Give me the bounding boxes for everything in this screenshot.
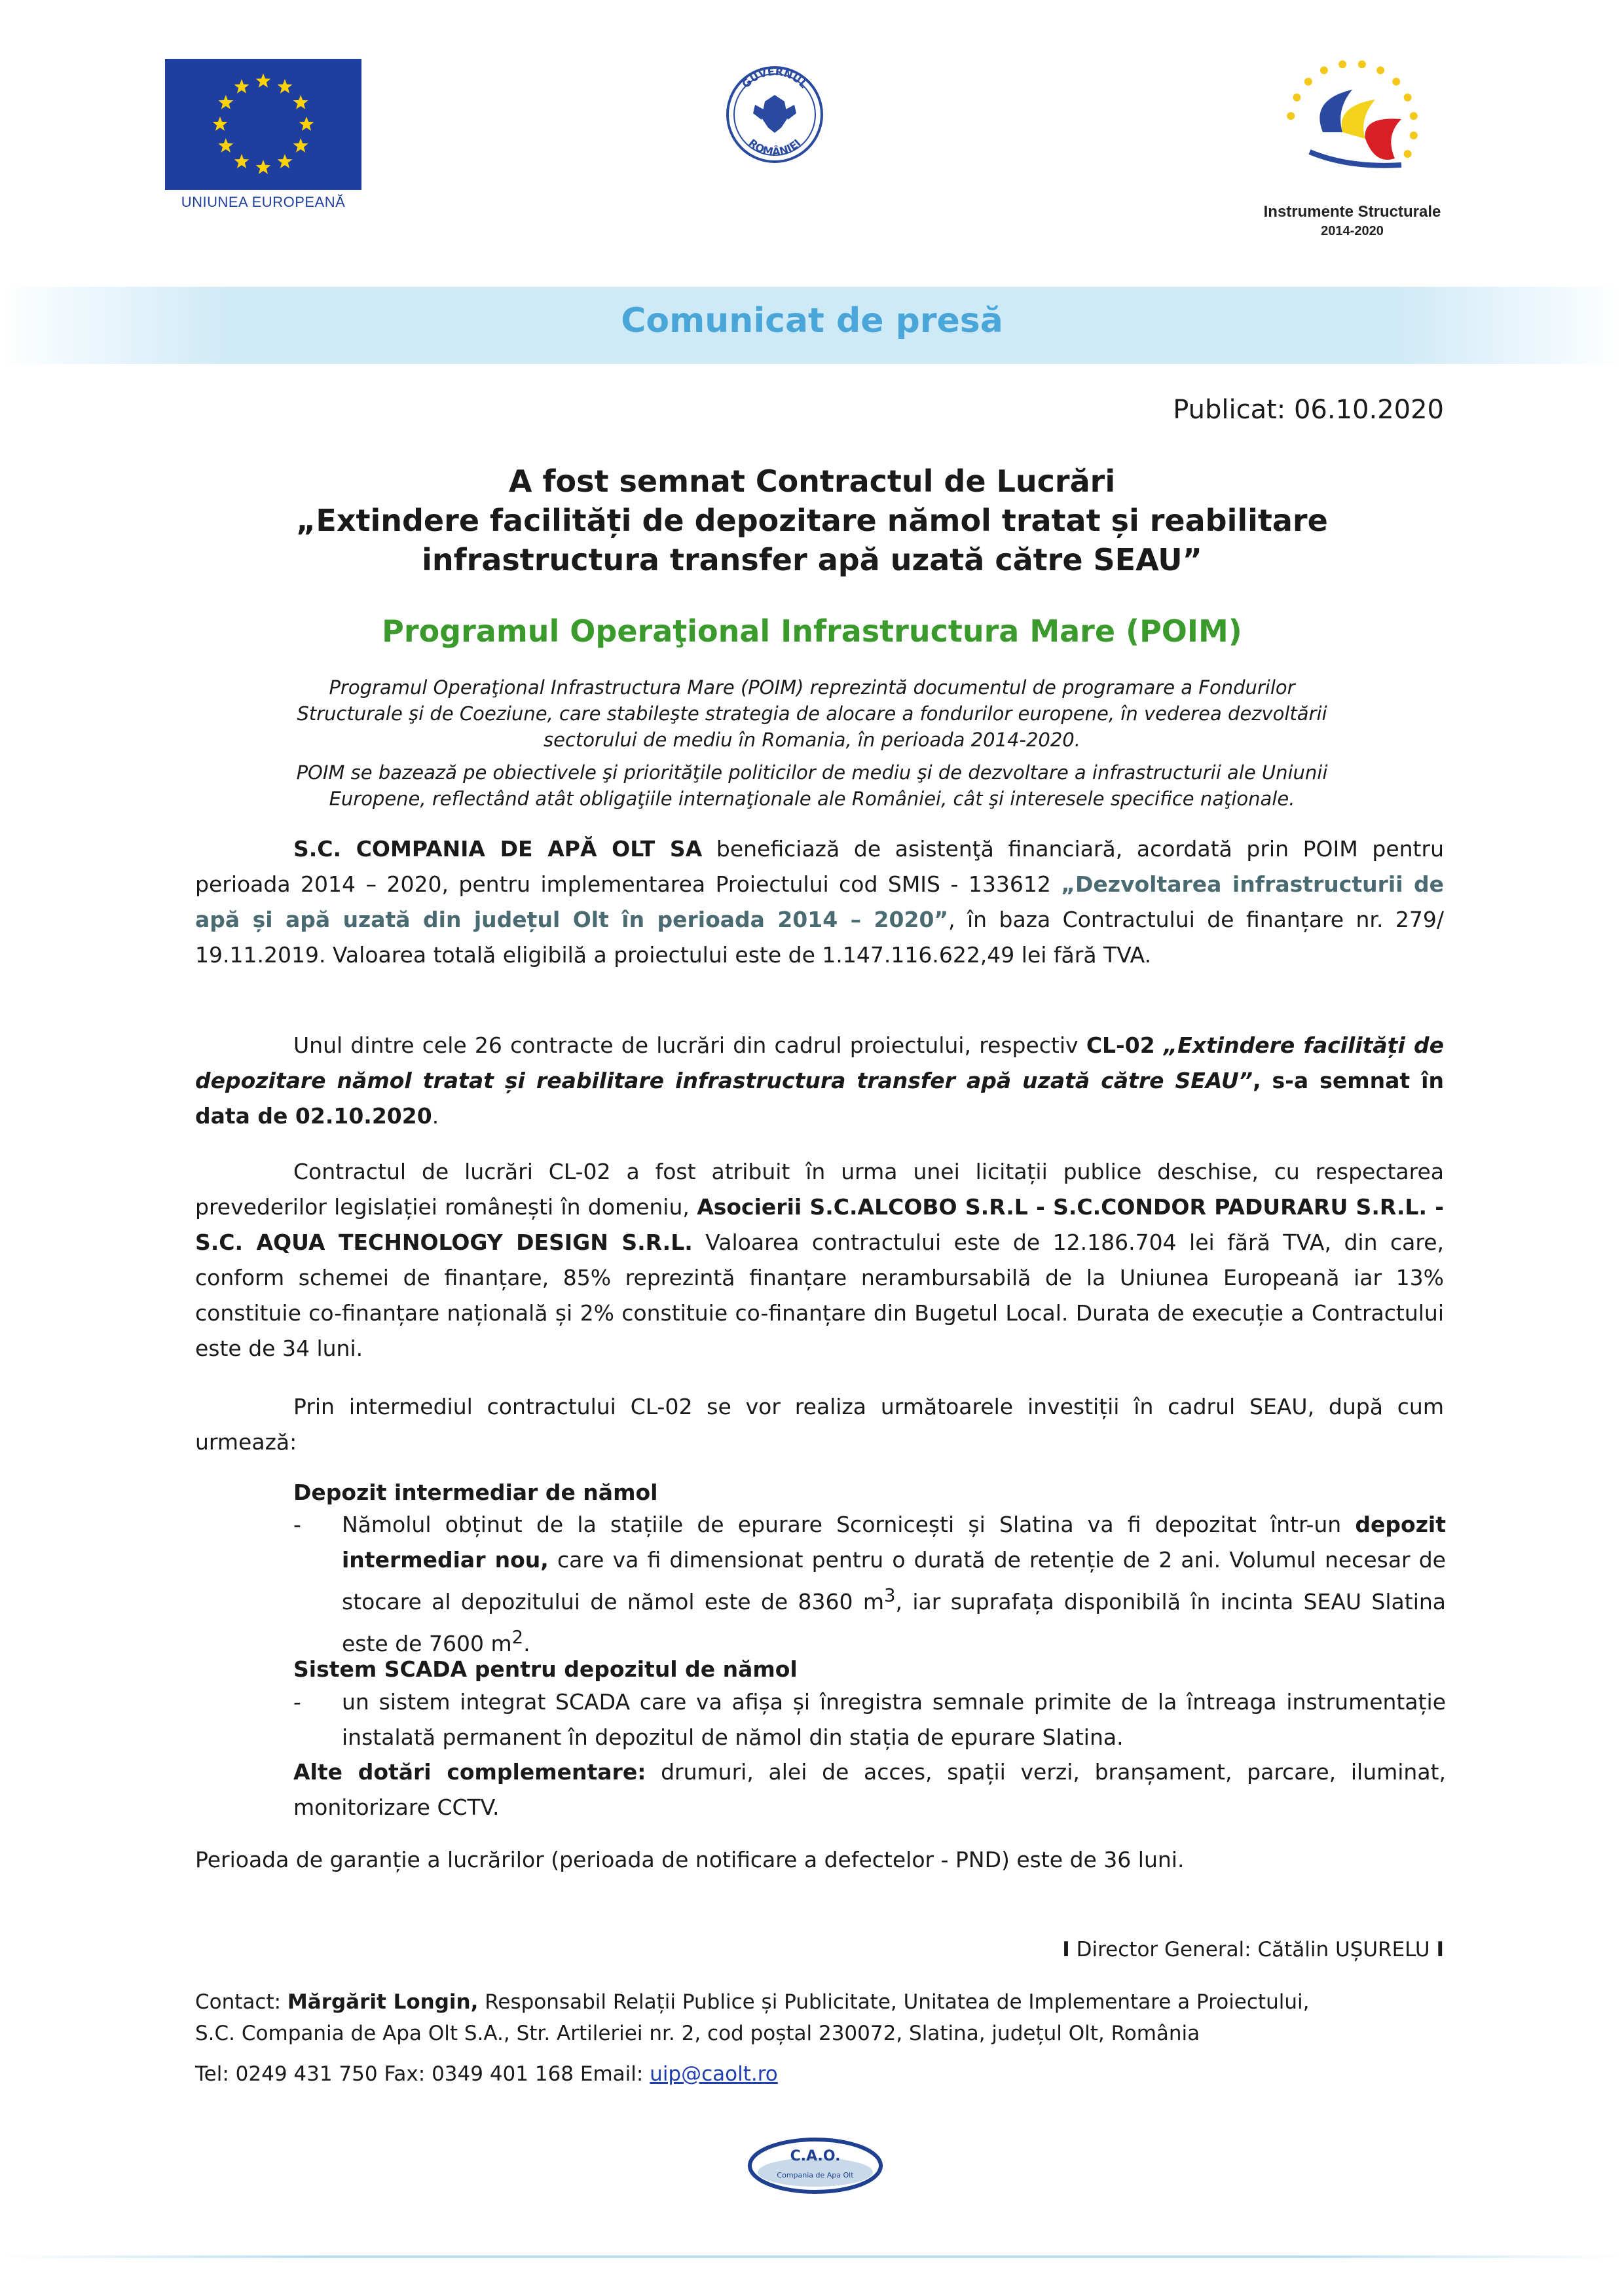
eu-star bbox=[278, 79, 293, 94]
eu-star bbox=[218, 138, 233, 153]
cao-text: C.A.O. bbox=[790, 2148, 841, 2164]
contact-label: Contact: bbox=[195, 1990, 287, 2014]
is-star bbox=[1404, 94, 1412, 101]
contact-role: Responsabil Relații Publice și Publicitate, Unitatea de Implementare a Proiectului, bbox=[478, 1990, 1310, 2014]
director-line bbox=[917, 1938, 1444, 1961]
press-release-banner bbox=[0, 287, 1624, 364]
is-star bbox=[1287, 112, 1295, 120]
eu-star bbox=[234, 79, 249, 94]
contact-email-link[interactable]: uip@caolt.ro bbox=[650, 2062, 778, 2086]
is-star bbox=[1293, 94, 1301, 101]
s2-text: un sistem integrat SCADA care va afișa și înregistra semnale primite de la întreaga instrumentație instalată permanent în depozitul de nămol din stația de epurare Slatina. bbox=[342, 1689, 1446, 1750]
eu-star bbox=[293, 138, 308, 153]
contract-title: „Extindere facilități de depozitare nămol tratat și reabilitare infrastructura transfer apă uzată către SEAU” bbox=[195, 1032, 1444, 1093]
eu-logo bbox=[165, 59, 361, 215]
paragraph-investments bbox=[195, 1389, 1444, 1460]
is-star bbox=[1376, 66, 1384, 74]
eu-caption: UNIUNEA EUROPEANĂ bbox=[181, 194, 346, 210]
director-bar-left: I bbox=[1062, 1938, 1070, 1961]
eu-star bbox=[256, 160, 271, 174]
is-star bbox=[1404, 150, 1412, 158]
gov-text-top: GUVERNUL bbox=[739, 65, 810, 91]
bullet-dash: - bbox=[293, 1512, 301, 1537]
contractor-association: Asocierii S.C.ALCOBO S.R.L - S.C.CONDOR PADURARU S.R.L. - S.C. AQUA TECHNOLOGY DESIGN S.R.L. bbox=[195, 1194, 1444, 1255]
para1-text: beneficiază de asistenţă financiară, acordată prin POIM pentru perioada 2014 – 2020, pentru implementarea Proiectului cod SMIS - 133612 bbox=[195, 836, 1444, 897]
banner-title: Comunicat de presă bbox=[621, 301, 1003, 340]
eu-star bbox=[299, 117, 314, 131]
contact-name: Mărgărit Longin, bbox=[287, 1990, 479, 2014]
gov-text-bottom: ROMÂNIEI bbox=[746, 136, 803, 158]
para2-text-2: , s-a semnat în data de bbox=[195, 1068, 1444, 1129]
footer-rule bbox=[0, 2255, 1624, 2258]
eu-star bbox=[234, 154, 249, 168]
s1-text-3: , iar suprafața disponibilă în incinta SEAU Slatina este de 7600 m bbox=[342, 1589, 1447, 1656]
s1-text: Nămolul obținut de la stațiile de epurare Scornicești și Slatina va fi depozitat într-un bbox=[342, 1512, 1356, 1537]
is-star bbox=[1410, 112, 1418, 120]
s1-bold: depozit intermediar nou, bbox=[342, 1512, 1446, 1573]
structural-instruments-logo bbox=[1244, 54, 1460, 250]
superscript-3: 3 bbox=[884, 1585, 896, 1606]
s3-text: drumuri, alei de acces, spații verzi, branșament, parcare, iluminat, monitorizare CCTV. bbox=[293, 1759, 1446, 1820]
intro-line: sectorului de mediu în Romania, în perioada 2014-2020. bbox=[544, 729, 1080, 751]
contact-address: S.C. Compania de Apa Olt S.A., Str. Artileriei nr. 2, cod poștal 230072, Slatina, județul Olt, România bbox=[195, 2022, 1200, 2045]
para3-text-2: Valoarea contractului este de 12.186.704 lei fără TVA, din care, conform schemei de finanțare, 85% reprezintă finanțare nerambursabilă de la Uniunea Europeană iar 13% constituie co-finanțare națională și 2% constituie co-finanțare din Bugetul Local. Durata de execuție a Contractului este de 34 luni. bbox=[195, 1230, 1444, 1361]
paragraph-other-equipment bbox=[293, 1755, 1446, 1825]
bullet-sludge-deposit bbox=[293, 1507, 1446, 1662]
paragraph-financing bbox=[195, 831, 1444, 973]
published-date: Publicat: 06.10.2020 bbox=[1173, 395, 1444, 425]
cao-logo bbox=[743, 2133, 887, 2198]
signing-date: 02.10.2020 bbox=[295, 1103, 432, 1129]
is-star bbox=[1304, 78, 1312, 86]
eu-flag-icon bbox=[165, 59, 361, 190]
para2-text: Unul dintre cele 26 contracte de lucrări din cadrul proiectului, respectiv bbox=[293, 1032, 1086, 1058]
project-title: „Dezvoltarea infrastructurii de apă și apă uzată din județul Olt în perioada 2014 – 2020” bbox=[195, 871, 1444, 932]
paragraph-contract bbox=[195, 1028, 1444, 1134]
bullet-dash: - bbox=[293, 1689, 301, 1715]
para1-text-2: , în baza Contractului de finanțare nr. 279/ 19.11.2019. Valoarea totală eligibilă a proiectului este de 1.147.116.622,49 lei fără TVA. bbox=[195, 907, 1444, 968]
eu-star bbox=[278, 154, 293, 168]
romanian-government-logo bbox=[726, 62, 824, 180]
section-title-scada: Sistem SCADA pentru depozitul de nămol bbox=[293, 1656, 798, 1682]
superscript-2: 2 bbox=[511, 1627, 524, 1648]
headline-line-1: A fost semnat Contractul de Lucrări bbox=[508, 464, 1116, 499]
eu-star bbox=[256, 73, 271, 88]
eu-star bbox=[218, 95, 233, 109]
intro-line: Structurale şi de Coeziune, care stabileşte strategia de alocare a fondurilor europene, în vederea dezvoltării bbox=[297, 702, 1327, 725]
headline-line-3: infrastructura transfer apă uzată către SEAU” bbox=[422, 542, 1202, 577]
paragraph-award bbox=[195, 1154, 1444, 1366]
eu-star bbox=[213, 117, 228, 131]
contact-phone: Tel: 0249 431 750 Fax: 0349 401 168 Email: bbox=[195, 2062, 650, 2086]
intro-line: POIM se bazează pe obiectivele şi priorităţile politicilor de mediu şi de dezvoltare a infrastructurii ale Uniunii bbox=[296, 761, 1328, 784]
para2-text-3: . bbox=[432, 1103, 439, 1129]
headline-line-2: „Extindere facilități de depozitare nămol tratat și reabilitare bbox=[296, 503, 1328, 538]
cao-subtitle: Compania de Apa Olt bbox=[777, 2171, 854, 2179]
guarantee-period: Perioada de garanție a lucrărilor (perioada de notificare a defectelor - PND) este de 36 luni. bbox=[195, 1847, 1185, 1872]
is-star bbox=[1320, 66, 1328, 74]
intro-line: Europene, reflectând atât obligaţiile internaţionale ale României, cât şi interesele specifice naţionale. bbox=[329, 788, 1295, 810]
is-caption-name: Instrumente Structurale bbox=[1263, 203, 1441, 221]
company-name: S.C. COMPANIA DE APĂ OLT SA bbox=[293, 836, 703, 862]
s1-text-2: care va fi dimensionat pentru o durată de retenție de 2 ani. Volumul necesar de stocare al depozitului de nămol este de 8360 m bbox=[342, 1547, 1446, 1614]
is-star bbox=[1338, 60, 1346, 68]
is-star bbox=[1358, 60, 1366, 68]
bullet-scada bbox=[293, 1685, 1446, 1755]
eu-star bbox=[293, 95, 308, 109]
para4-text: Prin intermediul contractului CL-02 se vor realiza următoarele investiții în cadrul SEAU, după cum urmează: bbox=[195, 1394, 1444, 1455]
director-bar-right: I bbox=[1436, 1938, 1444, 1961]
section-title-sludge-deposit: Depozit intermediar de nămol bbox=[293, 1480, 658, 1505]
program-title: Programul Operaţional Infrastructura Mare (POIM) bbox=[382, 613, 1242, 649]
contract-code: CL-02 bbox=[1086, 1032, 1155, 1058]
para3-text: Contractul de lucrări CL-02 a fost atribuit în urma unei licitații publice deschise, cu respectarea prevederilor legislației românești în domeniu, bbox=[195, 1159, 1444, 1220]
is-star bbox=[1410, 132, 1418, 139]
s3-bold: Alte dotări complementare: bbox=[293, 1759, 646, 1785]
s1-text-4: . bbox=[523, 1631, 530, 1656]
intro-line: Programul Operaţional Infrastructura Mare (POIM) reprezintă documentul de programare a Fondurilor bbox=[329, 676, 1295, 699]
contact-block bbox=[195, 1986, 1444, 2090]
is-caption-years: 2014-2020 bbox=[1321, 224, 1384, 238]
director-name: Director General: Cătălin UȘURELU bbox=[1069, 1938, 1437, 1961]
is-star bbox=[1392, 78, 1400, 86]
